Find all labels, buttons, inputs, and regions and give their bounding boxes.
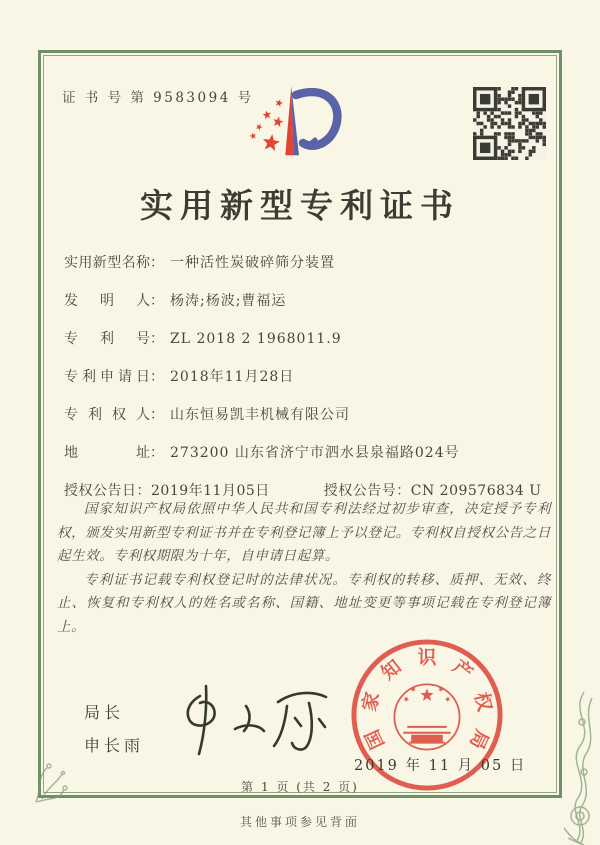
svg-text:局: 局 [465, 726, 493, 753]
cnipa-logo-icon [238, 70, 358, 182]
field-row-utility-name [64, 252, 544, 272]
svg-text:国: 国 [361, 726, 389, 753]
grant-date: 授权公告日：2019年11月05日 [64, 483, 270, 499]
seal-date: 2019 年 11 月 05 日 [354, 758, 527, 774]
svg-text:识: 识 [417, 646, 437, 669]
corner-ornament-left-icon [28, 738, 100, 810]
field-row-patent-number [64, 328, 544, 348]
field-value: 山东恒易凯丰机械有限公司 [170, 407, 350, 423]
commissioner-signature [162, 678, 347, 770]
page-number-note: 第 1 页 (共 2 页) [241, 780, 359, 794]
certificate-number: 证 书 号 第 9583094 号 [62, 90, 254, 106]
field-row-patentee [64, 404, 544, 424]
field-label: 专利号： [64, 331, 164, 347]
svg-text:权: 权 [469, 690, 496, 714]
field-row-inventors [64, 290, 544, 310]
grant-number: 授权公告号：CN 209576834 U [323, 483, 542, 499]
field-label: 发明人： [64, 293, 164, 309]
field-label: 实用新型名称： [64, 255, 164, 271]
svg-text:知: 知 [377, 655, 406, 685]
field-label: 专利申请日： [64, 369, 164, 385]
field-label: 地址： [64, 445, 164, 461]
field-value: 2018年11月28日 [170, 369, 295, 385]
grant-announcement-row [64, 480, 550, 500]
commissioner-role-label: 局长 [84, 703, 125, 722]
certificate-title: 实用新型专利证书 [140, 186, 460, 225]
see-back-note: 其他事项参见背面 [239, 815, 360, 829]
qr-code-icon [473, 87, 546, 160]
commissioner-name: 申长雨 [84, 736, 145, 755]
field-row-filing-date [64, 366, 544, 386]
field-value: 杨涛;杨波;曹福运 [170, 293, 287, 309]
field-value: ZL 2018 2 1968011.9 [170, 331, 342, 347]
legal-text-block [57, 498, 551, 639]
field-value: 一种活性炭破碎筛分装置 [170, 255, 335, 271]
field-row-address [64, 442, 544, 462]
svg-text:产: 产 [448, 655, 477, 685]
field-value: 273200 山东省济宁市泗水县泉福路024号 [170, 445, 460, 461]
corner-ornament-right-icon [524, 688, 600, 845]
legal-paragraph-1: 国家知识产权局依照中华人民共和国专利法经过初步审查，决定授予专利权，颁发实用新型专利证书并在专利登记簿上予以登记。专利权自授权公告之日起生效。专利权期限为十年，自申请日起算。 [57, 501, 551, 564]
svg-text:家: 家 [358, 690, 385, 714]
field-label: 专利权人： [64, 407, 164, 423]
legal-paragraph-2: 专利证书记载专利权登记时的法律状况。专利权的转移、质押、无效、终止、恢复和专利权人的姓名或名称、国籍、地址变更等事项记载在专利登记簿上。 [57, 571, 551, 635]
